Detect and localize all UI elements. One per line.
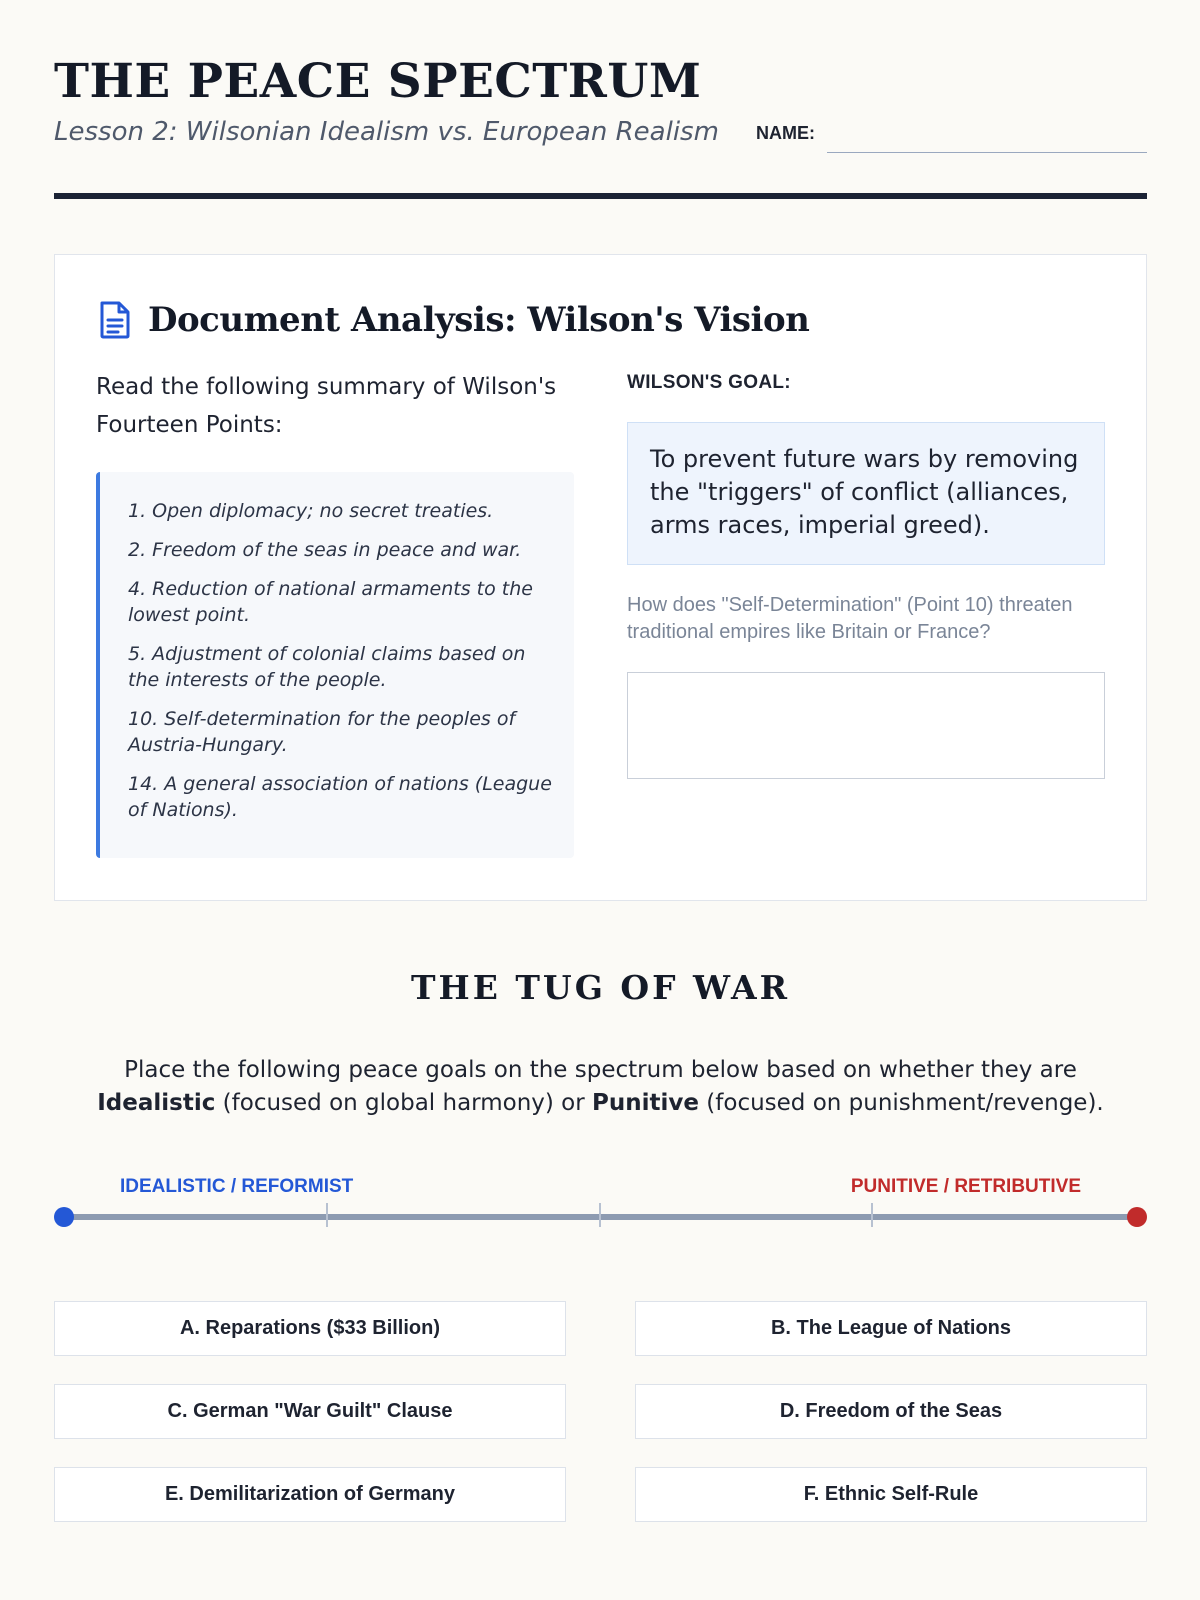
list-item: 4. Reduction of national armaments to the lowest point. <box>128 578 533 626</box>
document-analysis-heading <box>98 298 809 342</box>
worksheet-page <box>54 0 1147 1600</box>
wilsons-goal-box: To prevent future wars by removing the "triggers" of conflict (alliances, arms races, imperial greed). <box>627 422 1105 565</box>
name-label: NAME: <box>756 123 815 143</box>
instructions-text: (focused on global harmony) or <box>215 1090 593 1116</box>
punitive-term: Punitive <box>592 1090 699 1116</box>
intro-text: Read the following summary of Wilson's Fourteen Points: <box>96 374 557 438</box>
spectrum-right-label: PUNITIVE / RETRIBUTIVE <box>850 1176 1081 1197</box>
list-item: 14. A general association of nations (League of Nations). <box>128 773 552 821</box>
spectrum-tick <box>599 1203 601 1227</box>
idealistic-term: Idealistic <box>97 1090 216 1116</box>
goal-card-league-of-nations[interactable]: B. The League of Nations <box>635 1301 1147 1356</box>
self-determination-question: How does "Self-Determination" (Point 10) threaten traditional empires like Britain or France? <box>627 594 1073 643</box>
spectrum-right-endpoint <box>1127 1207 1147 1227</box>
page-title: THE PEACE SPECTRUM <box>54 54 702 109</box>
instructions-text: (focused on punishment/revenge). <box>698 1090 1104 1116</box>
spectrum-tick <box>326 1203 328 1227</box>
goal-card-reparations[interactable]: A. Reparations ($33 Billion) <box>54 1301 566 1356</box>
spectrum-line[interactable] <box>64 1214 1130 1220</box>
list-item: 1. Open diplomacy; no secret treaties. <box>128 500 494 522</box>
spectrum-left-label: IDEALISTIC / REFORMIST <box>120 1176 354 1197</box>
peace-goals-grid <box>54 1301 1147 1522</box>
list-item: 10. Self-determination for the peoples of Austria-Hungary. <box>128 708 516 756</box>
page-subtitle: Lesson 2: Wilsonian Idealism vs. European Realism <box>54 117 719 147</box>
goal-card-demilitarization[interactable]: E. Demilitarization of Germany <box>54 1467 566 1522</box>
fourteen-points-list <box>96 472 574 858</box>
list-item: 2. Freedom of the seas in peace and war. <box>128 539 522 561</box>
name-field[interactable] <box>827 152 1147 153</box>
wilsons-goal-label: WILSON'S GOAL: <box>627 372 791 393</box>
instructions-text: Place the following peace goals on the spectrum below based on whether they are <box>124 1057 1077 1083</box>
header-divider <box>54 193 1147 199</box>
spectrum-tick <box>871 1203 873 1227</box>
tug-of-war-title: THE TUG OF WAR <box>410 968 791 1007</box>
goal-card-freedom-of-seas[interactable]: D. Freedom of the Seas <box>635 1384 1147 1439</box>
goal-card-ethnic-self-rule[interactable]: F. Ethnic Self-Rule <box>635 1467 1147 1522</box>
tug-of-war-instructions <box>84 1054 1117 1120</box>
spectrum-left-endpoint <box>54 1207 74 1227</box>
answer-field[interactable] <box>627 672 1105 779</box>
document-icon <box>98 301 132 339</box>
list-item: 5. Adjustment of colonial claims based on the interests of the people. <box>128 643 526 691</box>
document-analysis-title: Document Analysis: Wilson's Vision <box>148 300 810 340</box>
goal-card-war-guilt-clause[interactable]: C. German "War Guilt" Clause <box>54 1384 566 1439</box>
